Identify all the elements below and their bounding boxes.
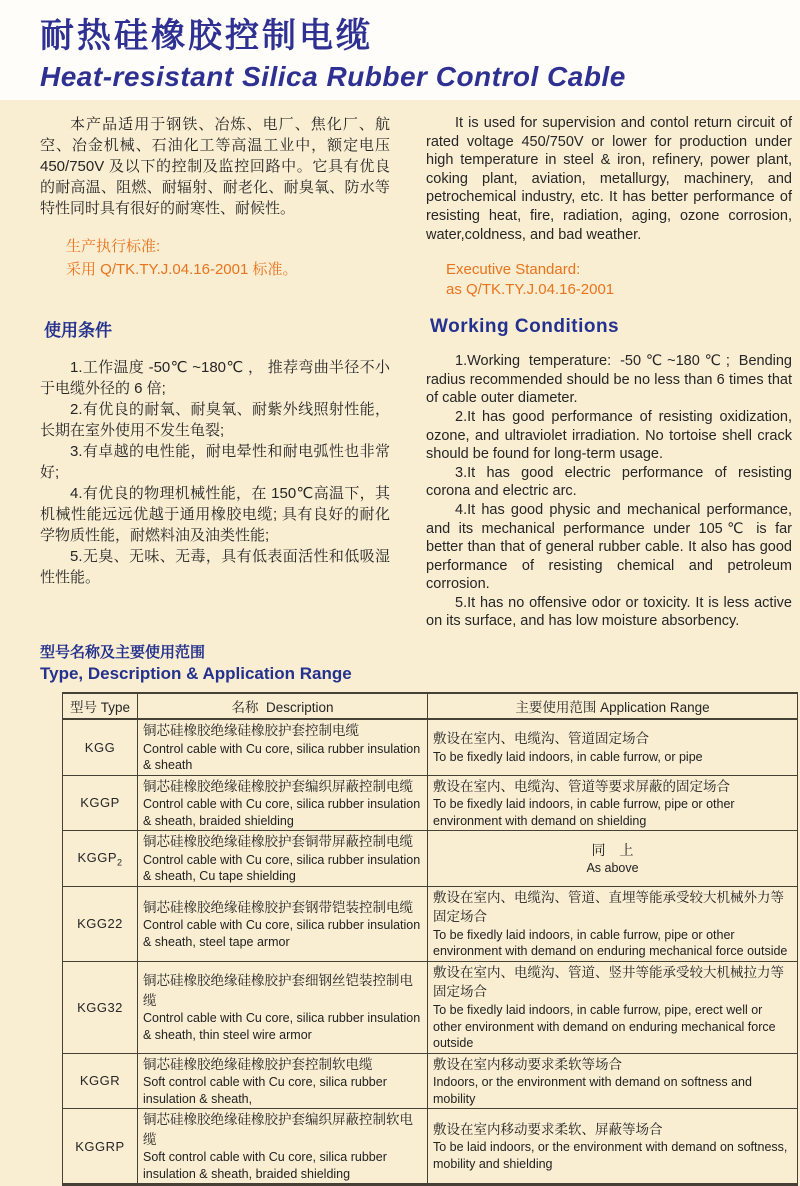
description-en: Control cable with Cu core, silica rubber insulation & sheath, braided shielding: [143, 797, 421, 828]
application-range-en: To be laid indoors, or the environment with demand on softness, mobility and shielding: [433, 1140, 788, 1171]
table-row: [63, 961, 798, 1053]
table-header-row: [63, 693, 798, 719]
condition-item-zh: 3.有卓越的电性能，耐电晕性和耐电弧性也非常好;: [40, 443, 390, 482]
standard-value-en: as Q/TK.TY.J.04.16-2001: [446, 281, 615, 299]
application-range-zh: 敷设在室内、电缆沟、管道、直埋等能承受较大机械外力等固定场合: [433, 889, 784, 925]
condition-item-zh: 1.工作温度 -50℃ ~180℃ ， 推荐弯曲半径不小于电缆外径的 6 倍;: [40, 359, 390, 398]
description-cell: [138, 961, 428, 1053]
intro-section: [40, 114, 792, 300]
condition-item-en: 2.It has good performance of resisting oxidization, ozone, and ultraviolet irradiation. No tortoise shell crack should be found for long-term usage.: [426, 408, 792, 463]
column-header-application-range: 主要使用范围 Application Range: [428, 693, 798, 719]
condition-item-en: 3.It has good electric performance of resisting corona and electric arc.: [426, 464, 792, 500]
standard-label-en: Executive Standard:: [446, 261, 581, 279]
description-en: Control cable with Cu core, silica rubber insulation & sheath, Cu tape shielding: [143, 852, 421, 884]
type-cell: KGG22: [63, 886, 138, 961]
intro-paragraph-zh: 本产品适用于钢铁、冶炼、电厂、焦化厂、航空、冶金机械、石油化工等高温工业中，额定电压 450/750V 及以下的控制及监控回路中。它具有优良的耐高温、阻燃、耐辐射、耐老化、耐臭氧、防水等特性同时具有很好的耐寒性、耐候性。: [40, 116, 390, 217]
description-cell: [138, 1053, 428, 1109]
application-range-zh: 敷设在室内移动要求柔软、屏蔽等场合: [433, 1121, 663, 1137]
working-conditions-section: [40, 316, 792, 631]
table-row: [63, 719, 798, 775]
intro-paragraph-en: It is used for supervision and contol return circuit of rated voltage 450/750V or lower for production under high temperature in steel & iron, refinery, power plant, coking plant, aviation, metallurgy, machinery, and petrochemical industry, etc. It has better performance of resisting heat, fire, radiation, aging, ozone corrosion, water,coldness, and bad weather.: [426, 115, 792, 243]
application-range-en: To be fixedly laid indoors, in cable furrow, pipe or other environment with demand on enduring mechanical force outside: [433, 927, 788, 959]
description-cell: [138, 831, 428, 887]
description-cell: [138, 719, 428, 775]
table-row: [63, 775, 798, 831]
standard-value-zh: 采用 Q/TK.TY.J.04.16-2001 标准。: [66, 261, 298, 278]
application-range-en: To be fixedly laid indoors, in cable furrow, pipe or other environment with demand on shielding: [433, 797, 735, 828]
condition-item-en: 5.It has no offensive odor or toxicity. It is less active on its surface, and has low moisture absorbency.: [426, 594, 792, 630]
table-row: [63, 1053, 798, 1109]
standard-label-zh: 生产执行标准:: [66, 238, 161, 255]
executive-standard-en: [446, 260, 792, 300]
application-range-zh: 敷设在室内、电缆沟、管道等要求屏蔽的固定场合: [433, 778, 730, 794]
description-en: Soft control cable with Cu core, silica rubber insulation & sheath,: [143, 1075, 387, 1106]
application-range-cell: [428, 719, 798, 775]
conditions-heading-en: Working Conditions: [430, 316, 620, 338]
description-zh: 铜芯硅橡胶绝缘硅橡胶护套细钢丝铠装控制电缆: [143, 973, 413, 1008]
description-en: Control cable with Cu core, silica rubber insulation & sheath: [143, 741, 421, 773]
description-en: Soft control cable with Cu core, silica rubber insulation & sheath, braided shielding: [143, 1150, 387, 1181]
application-range-cell: [428, 886, 798, 961]
executive-standard-zh: [66, 235, 390, 281]
intro-column-zh: [40, 114, 390, 300]
application-range-en: Indoors, or the environment with demand on softness and mobility: [433, 1075, 752, 1106]
type-subscript: 2: [117, 857, 123, 868]
table-heading-zh: 型号名称及主要使用范围: [40, 644, 206, 662]
type-cell: KGGRP: [63, 1109, 138, 1185]
conditions-column-en: [426, 316, 792, 631]
page-title-zh: 耐热硅橡胶控制电缆: [40, 17, 373, 55]
type-table: [62, 692, 798, 1186]
condition-item-zh: 5.无臭、无味、无毒，具有低表面活性和低吸湿性性能。: [40, 548, 390, 587]
condition-item-en: 1.Working temperature: -50℃~180℃; Bending radius recommended should be no less than 6 times that of cable outer diameter.: [426, 353, 792, 407]
description-zh: 铜芯硅橡胶绝缘硅橡胶护套编织屏蔽控制软电缆: [143, 1112, 413, 1147]
condition-item-zh: 4.有优良的物理机械性能，在 150℃高温下，其机械性能远远优越于通用橡胶电缆; 具有良好的耐化学物质性能，耐燃料油及油类性能;: [40, 485, 390, 545]
description-cell: [138, 1109, 428, 1185]
conditions-heading-zh: 使用条件: [44, 321, 112, 341]
condition-item-en: 4.It has good physic and mechanical performance, and its mechanical performance under 105℃ is far better than that of general rubber cable. It also has good performance of resisting chemical and petroleum corrosion.: [426, 501, 792, 593]
application-range-cell: [428, 831, 798, 887]
type-table-section: [40, 641, 797, 1186]
description-en: Control cable with Cu core, silica rubber insulation & sheath, steel tape armor: [143, 918, 421, 949]
application-range-zh: 敷设在室内、电缆沟、管道、竖井等能承受较大机械拉力等固定场合: [433, 964, 784, 1000]
application-range-cell: [428, 1053, 798, 1109]
table-heading-en: Type, Description & Application Range: [40, 664, 352, 684]
description-zh: 铜芯硅橡胶绝缘硅橡胶护套钢带铠装控制电缆: [143, 899, 413, 915]
description-cell: [138, 775, 428, 831]
application-range-en: As above: [586, 861, 639, 876]
page-title-en: Heat-resistant Silica Rubber Control Cable: [40, 61, 626, 92]
description-cell: [138, 886, 428, 961]
application-range-en: To be fixedly laid indoors, in cable furrow, or pipe: [433, 749, 703, 764]
application-range-zh: 敷设在室内移动要求柔软等场合: [433, 1056, 622, 1072]
table-row: [63, 831, 798, 887]
masthead: [0, 0, 800, 100]
description-zh: 铜芯硅橡胶绝缘硅橡胶护套控制软电缆: [143, 1056, 373, 1072]
description-en: Control cable with Cu core, silica rubber insulation & sheath, thin steel wire armor: [143, 1011, 421, 1042]
column-header-type: 型号 Type: [63, 693, 138, 719]
application-range-en: To be fixedly laid indoors, in cable furrow, pipe, erect well or other environment with demand on enduring mechanical force outside: [433, 1003, 776, 1050]
condition-item-zh: 2.有优良的耐氧、耐臭氧、耐紫外线照射性能，长期在室外使用不发生龟裂;: [40, 401, 390, 440]
table-row: [63, 1109, 798, 1185]
application-range-cell: [428, 961, 798, 1053]
type-cell: KGG: [63, 719, 138, 775]
type-cell: KGGR: [63, 1053, 138, 1109]
application-range-zh: 同 上: [591, 842, 634, 859]
application-range-cell: [428, 775, 798, 831]
type-cell: $KGGP_2$: [63, 831, 138, 887]
description-zh: 铜芯硅橡胶绝缘硅橡胶护套控制电缆: [143, 723, 359, 739]
description-zh: 铜芯硅橡胶绝缘硅橡胶护套编织屏蔽控制电缆: [143, 778, 413, 794]
column-header-description: 名称 Description: [138, 693, 428, 719]
table-row: [63, 886, 798, 961]
application-range-zh: 敷设在室内、电缆沟、管道固定场合: [433, 731, 649, 747]
description-zh: 铜芯硅橡胶绝缘硅橡胶护套铜带屏蔽控制电缆: [143, 834, 413, 850]
application-range-cell: [428, 1109, 798, 1185]
type-cell: KGG32: [63, 961, 138, 1053]
conditions-column-zh: [40, 316, 390, 631]
type-cell: KGGP: [63, 775, 138, 831]
intro-column-en: [426, 114, 792, 300]
